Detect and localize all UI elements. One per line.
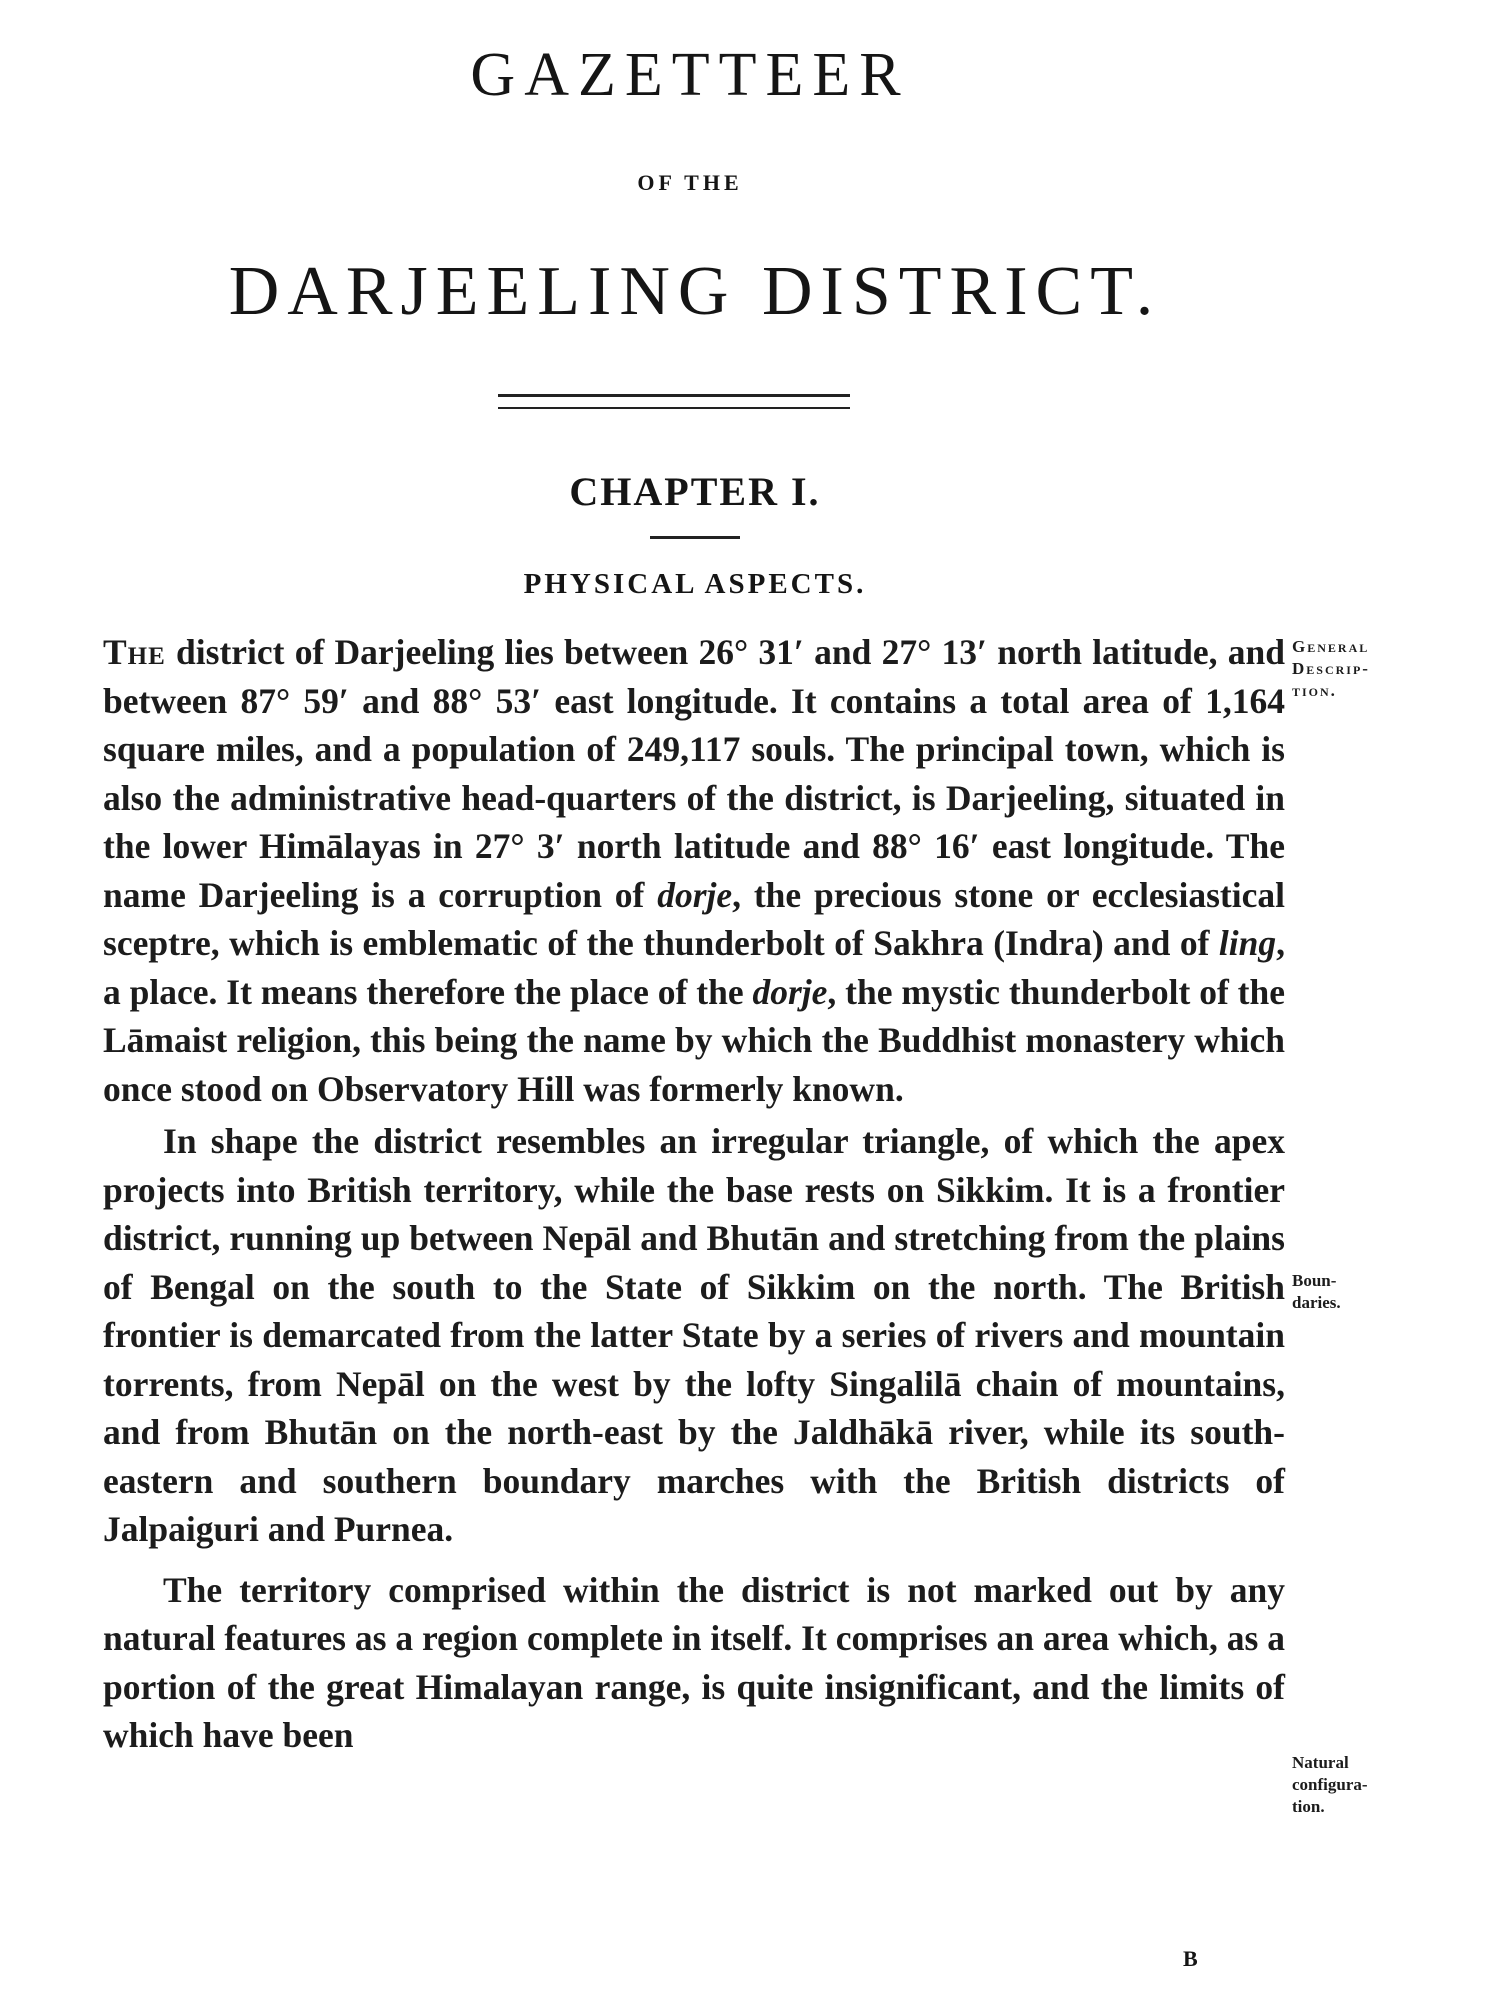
margin-note-line: tion. bbox=[1292, 1797, 1325, 1816]
margin-note-line: Descrip- bbox=[1292, 659, 1370, 678]
title-darjeeling-district: DARJEELING DISTRICT. bbox=[228, 253, 1162, 330]
paragraph-general-description bbox=[103, 628, 1285, 1113]
margin-note-line: configura- bbox=[1292, 1775, 1368, 1794]
title-of-the: OF THE bbox=[637, 170, 743, 195]
margin-note-boundaries bbox=[1292, 1270, 1341, 1314]
margin-note-line: General bbox=[1292, 637, 1370, 656]
italic-term: dorje bbox=[657, 874, 733, 915]
paragraph-text-segment: district of Darjeeling lies between 26° 31′ and 27° 13′ north latitude, and between 87° 59′ and 88° 53′ east longitude. It contains a total area of 1,164 square miles, and a population of 249,117 souls. The principal town, which is also the administrative head-quarters of the district, is Darjeeling, situated in the lower Himālayas in 27° 3′ north latitude and 88° 16′ east longitude. The name Darjeeling is a corruption of bbox=[103, 632, 1285, 915]
italic-term: dorje bbox=[752, 971, 828, 1012]
paragraph-boundaries: In shape the district resembles an irregular triangle, of which the apex projects into British territory, while the base rests on Sikkim. It is a frontier district, running up between Nepāl and Bhutān and stretching from the plains of Bengal on the south to the State of Sikkim on the north. The British frontier is demarcated from the latter State by a series of rivers and mountain torrents, from Nepāl on the west by the lofty Singalilā chain of mountains, and from Bhutān on the north-east by the Jaldhākā river, while its south-eastern and southern boundary marches with the British districts of Jalpaiguri and Purnea. bbox=[103, 1121, 1285, 1549]
italic-term: ling bbox=[1218, 923, 1277, 963]
margin-note-natural-configuration bbox=[1292, 1752, 1368, 1818]
paragraph-natural-configuration: The territory comprised within the district is not marked out by any natural features as a region complete in itself. It comprises an area which, as a portion of the great Himalayan range, is quite insignificant, and the limits of which have been bbox=[103, 1569, 1285, 1755]
signature-mark: B bbox=[1183, 1946, 1198, 1971]
margin-note-line: Natural bbox=[1292, 1753, 1349, 1772]
body-text bbox=[103, 628, 1285, 1760]
paragraph-text-segment: , a place. It means therefore the place of the bbox=[103, 923, 1285, 1012]
paragraph-text-segment: , the mystic thunderbolt of the Lāmaist religion, this being the name by which the Buddhist monastery which once stood on Observatory Hill was formerly known. bbox=[103, 971, 1285, 1109]
chapter-heading: CHAPTER I. bbox=[569, 469, 821, 514]
margin-note-general-description bbox=[1292, 636, 1370, 702]
paragraph-text-segment: , the precious stone or ecclesiastical sceptre, which is emblematic of the thunderbolt of Sakhra (Indra) and of bbox=[103, 874, 1285, 963]
section-title: PHYSICAL ASPECTS. bbox=[523, 568, 867, 600]
margin-note-line: tion. bbox=[1292, 681, 1337, 700]
margin-note-line: daries. bbox=[1292, 1293, 1341, 1312]
chapter-divider-rule bbox=[650, 536, 740, 539]
paragraph-lead-word: The bbox=[103, 632, 166, 672]
margin-note-line: Boun- bbox=[1292, 1271, 1337, 1290]
title-gazetteer: GAZETTEER bbox=[470, 41, 910, 109]
title-divider-rule bbox=[498, 394, 850, 409]
